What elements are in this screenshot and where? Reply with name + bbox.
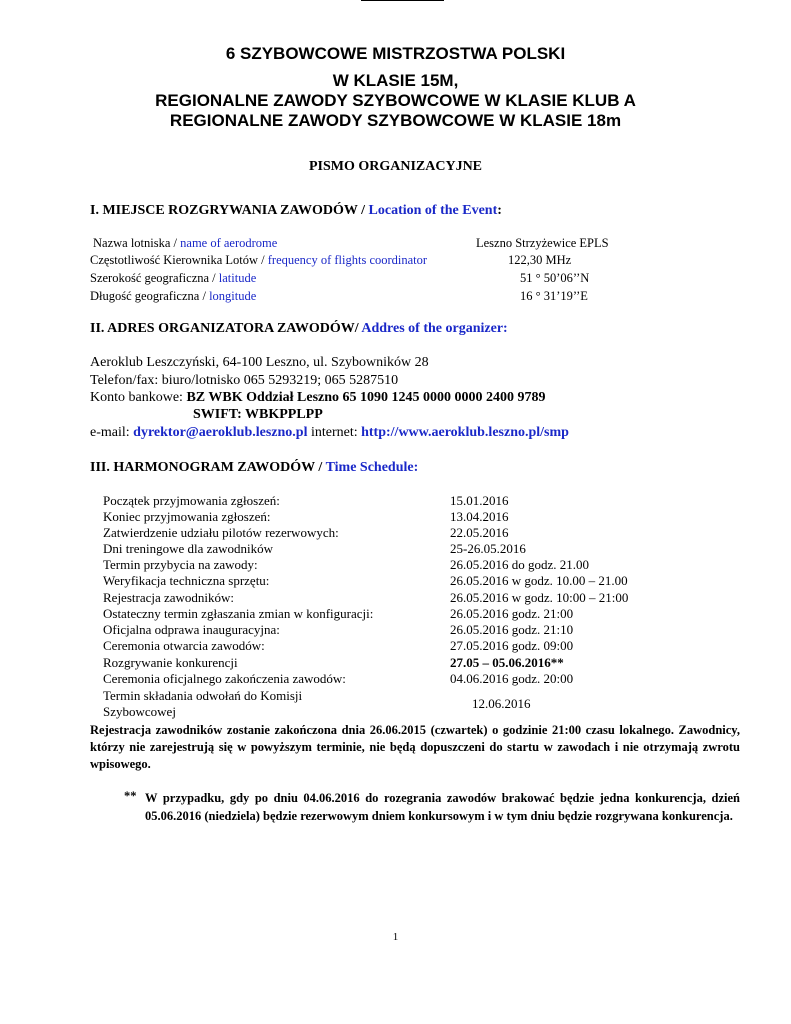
section-location-heading-end: : [497,203,502,218]
label-pl: Nazwa lotniska / [93,236,181,250]
schedule-value: 25-26.05.2016 [450,541,526,556]
label-en: name of aerodrome [180,236,278,250]
page-number: 1 [392,931,399,943]
schedule-value: 26.05.2016 godz. 21:00 [450,606,574,621]
schedule-value: 13.04.2016 [450,509,509,524]
schedule-label: Początek przyjmowania zgłoszeń: [103,493,280,508]
section-organizer-heading [90,321,508,337]
schedule-label: Weryfikacja techniczna sprzętu: [103,573,270,588]
internet-label: internet: [307,425,362,440]
schedule-label: Termin przybycia na zawody: [103,557,258,572]
location-row-label [90,271,256,286]
schedule-label: Zatwierdzenie udziału pilotów rezerwowych: [103,525,339,540]
schedule-label: Termin składania odwołań do Komisji [103,688,303,703]
organizer-bank [90,390,546,406]
label-en: longitude [209,289,257,303]
document-subtitle: PISMO ORGANIZACYJNE [308,159,483,174]
location-row-value: 51 ° 50’06’’N [520,271,590,285]
location-row-value: 16 ° 31’19’’E [520,289,588,303]
section-organizer-heading-en: Addres of the organizer: [361,321,508,336]
label-en: latitude [218,271,257,285]
title-line-3: REGIONALNE ZAWODY SZYBOWCOWE W KLASIE KLUB A [155,91,636,110]
section-location-heading-pl: I. MIEJSCE ROZGRYWANIA ZAWODÓW / [90,203,369,218]
footnote-text: W przypadku, gdy po dniu 04.06.2016 do rozegrania zawodów brakować będzie jedna konkurencja, dzień 05.06.2016 (niedziela) będzie rezerwowym dniem konkursowym i w tym dniu będzie rozgrywana konkurencja. [145,791,740,823]
schedule-label: Rejestracja zawodników: [103,590,235,605]
schedule-label: Ceremonia oficjalnego zakończenia zawodów: [103,671,346,686]
email-link[interactable]: dyrektor@aeroklub.leszno.pl [133,425,308,440]
organizer-contact [90,425,569,441]
title-line-1: 6 SZYBOWCOWE MISTRZOSTWA POLSKI [225,44,566,63]
schedule-value: 26.05.2016 w godz. 10.00 – 21.00 [450,573,628,588]
organizer-phone: Telefon/fax: biuro/lotnisko 065 5293219; 065 5287510 [90,373,399,388]
schedule-label: Dni treningowe dla zawodników [103,541,274,556]
label-pl: Szerokość geograficzna / [90,271,219,285]
location-row-value: 122,30 MHz [508,253,572,267]
label-pl: Częstotliwość Kierownika Lotów / [90,253,268,267]
schedule-label: Rozgrywanie konkurencji [103,655,238,670]
section-location-heading-en: Location of the Event [368,203,498,218]
location-row-label [93,236,277,251]
schedule-value: 04.06.2016 godz. 20:00 [450,671,574,686]
title-line-2: W KLASIE 15M, [332,71,459,90]
website-link[interactable]: http://www.aeroklub.leszno.pl/smp [361,425,569,440]
header-rule [361,0,444,1]
schedule-value: 26.05.2016 godz. 21:10 [450,622,574,637]
schedule-value: 27.05 – 05.06.2016** [450,655,564,670]
organizer-address: Aeroklub Leszczyński, 64-100 Leszno, ul. Szybowników 28 [90,355,429,370]
bank-account: BZ WBK Oddział Leszno 65 1090 1245 0000 0000 2400 9789 [186,390,546,405]
bank-label: Konto bankowe: [90,390,187,405]
section-schedule-heading-pl: III. HARMONOGRAM ZAWODÓW / [90,460,326,475]
email-label: e-mail: [90,425,134,440]
schedule-label: Ceremonia otwarcia zawodów: [103,638,265,653]
schedule-value: 27.05.2016 godz. 09:00 [450,638,574,653]
schedule-value: 12.06.2016 [472,696,531,711]
schedule-value: 26.05.2016 w godz. 10:00 – 21:00 [450,590,629,605]
label-en: frequency of flights coordinator [267,253,428,267]
schedule-label: Oficjalna odprawa inauguracyjna: [103,622,280,637]
section-schedule-heading-en: Time Schedule: [325,460,419,475]
location-row-value: Leszno Strzyżewice EPLS [476,236,609,250]
footnote-marker: ** [124,789,137,803]
schedule-value: 15.01.2016 [450,493,509,508]
label-pl: Długość geograficzna / [90,289,210,303]
section-location-heading [90,203,502,219]
schedule-label: Szybowcowej [103,704,176,719]
section-schedule-heading [90,460,418,476]
schedule-value: 22.05.2016 [450,525,509,540]
registration-note: Rejestracja zawodników zostanie zakończona dnia 26.06.2015 (czwartek) o godzinie 21:00 czasu lokalnego. Zawodnicy, którzy nie zarejestrują się w powyższym terminie, nie będą dopuszczeni do startu w zawodach i nie otrzymają zwrotu wpisowego. [90,723,740,771]
schedule-label: Koniec przyjmowania zgłoszeń: [103,509,271,524]
title-line-4: REGIONALNE ZAWODY SZYBOWCOWE W KLASIE 18m [169,111,622,130]
location-row-label [90,289,256,304]
organizer-swift: SWIFT: WBKPPLPP [193,407,323,422]
schedule-value: 26.05.2016 do godz. 21.00 [450,557,590,572]
section-organizer-heading-pl: II. ADRES ORGANIZATORA ZAWODÓW/ [90,321,362,336]
location-row-label [90,253,427,268]
schedule-label: Ostateczny termin zgłaszania zmian w konfiguracji: [103,606,374,621]
